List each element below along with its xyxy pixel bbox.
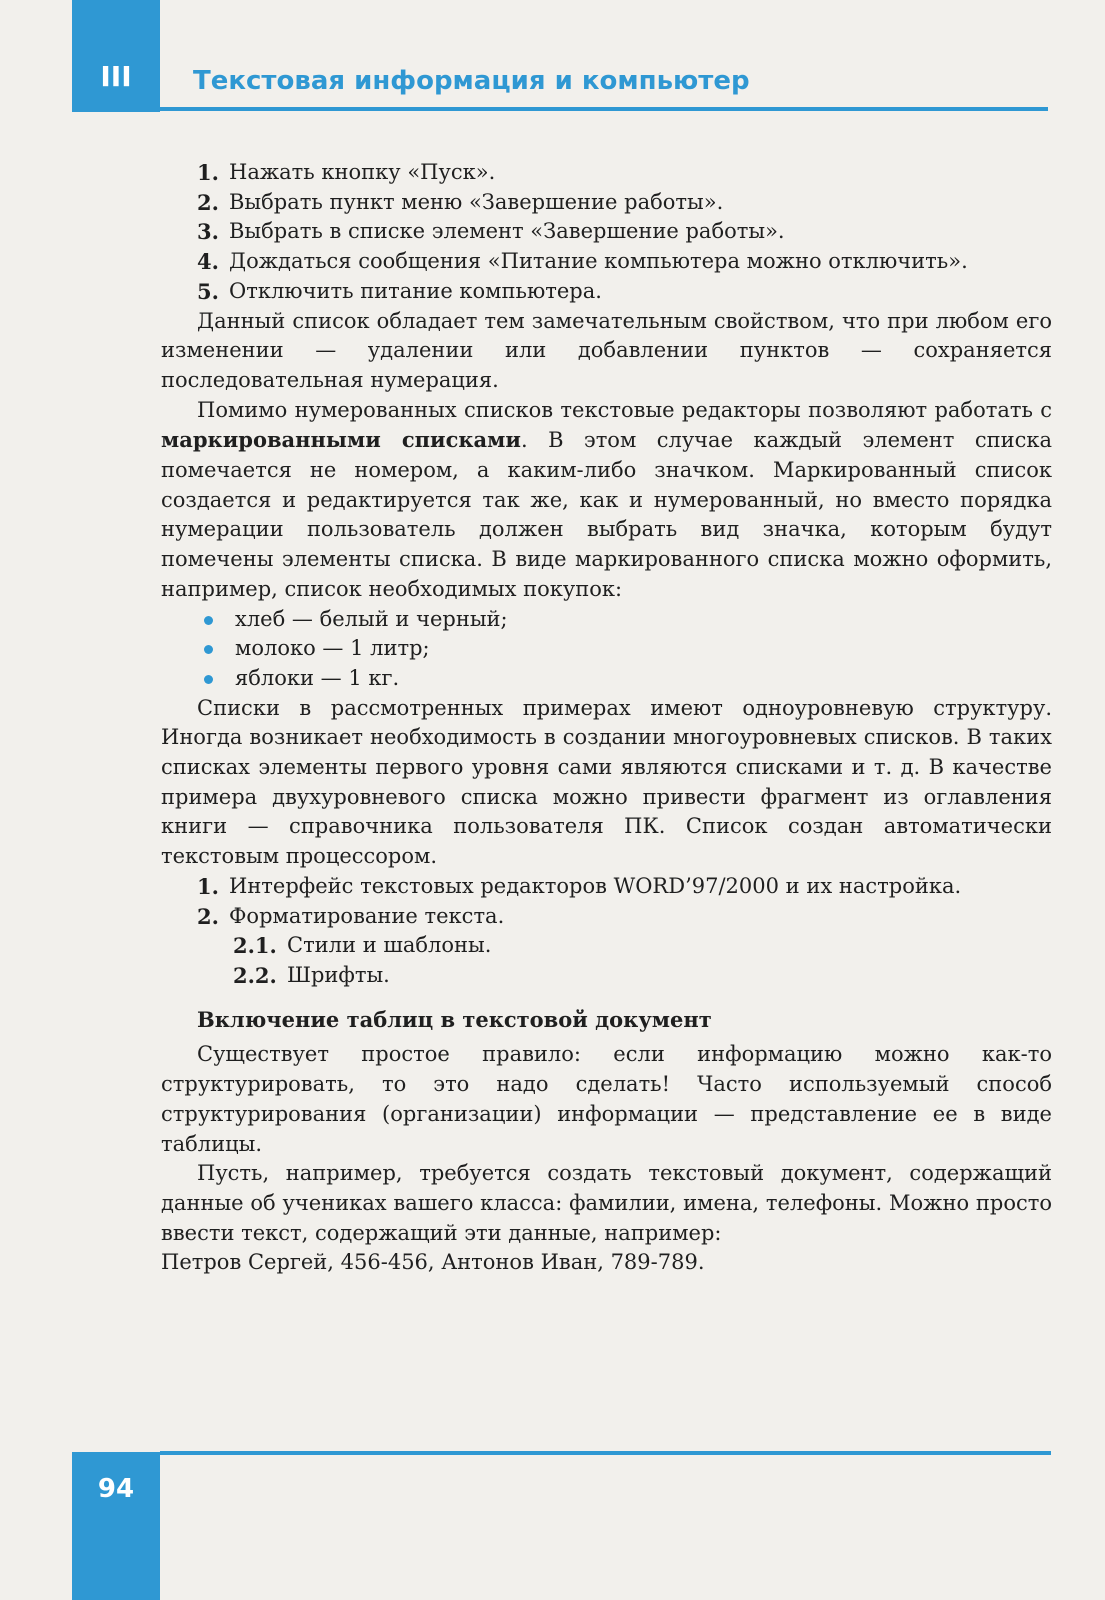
paragraph: Пусть, например, требуется создать текстовый документ, содержащий данные об учениках вашего класса: фамилии, имена, телефоны. Можно просто ввести текст, содержащий эти данные, например: <box>161 1161 1052 1245</box>
toc-list <box>161 872 1052 931</box>
footer-divider <box>160 1451 1051 1455</box>
list-item <box>161 605 1052 635</box>
list-item <box>161 634 1052 664</box>
section-heading: Включение таблиц в текстовой документ <box>197 1006 712 1032</box>
item-text: Выбрать в списке элемент «Завершение работы». <box>229 219 785 244</box>
item-text: Шрифты. <box>287 962 390 987</box>
item-text: Стили и шаблоны. <box>287 933 492 958</box>
list-item <box>161 217 1052 247</box>
item-number: 3. <box>197 219 219 245</box>
list-item <box>161 664 1052 694</box>
list-item <box>161 931 1052 961</box>
page-number: 94 <box>97 1474 135 1504</box>
item-text: Нажать кнопку «Пуск». <box>229 160 496 184</box>
paragraph: Списки в рассмотренных примерах имеют одноуровневую структуру. Иногда возникает необходимость в создании многоуровневых списков. В таких списках элементы первого уровня сами являются списками и т. д. В качестве примера двухуровневого списка можно привести фрагмент из оглавления книги — справочника пользователя ПК. Список создан автоматически текстовым процессором. <box>161 695 1052 869</box>
bullet-icon <box>204 616 213 625</box>
item-text: Дождаться сообщения «Питание компьютера можно отключить». <box>229 249 968 274</box>
item-number: 2.2. <box>233 962 277 988</box>
list-item <box>161 247 1052 277</box>
bold-term: маркированными списками <box>161 427 521 453</box>
page-content <box>161 158 1052 1278</box>
item-number: 1. <box>197 160 219 185</box>
item-number: 5. <box>197 278 219 304</box>
list-item <box>161 902 1052 932</box>
paragraph: Существует простое правило: если информацию можно как-то структурировать, то это надо сделать! Часто используемый способ структурирования (организации) информации — представление ее в виде таблицы. <box>161 1042 1052 1156</box>
list-item <box>161 277 1052 307</box>
header-divider <box>160 107 1048 111</box>
item-number: 1. <box>197 873 219 899</box>
item-text: яблоки — 1 кг. <box>235 665 400 690</box>
bullet-icon <box>204 645 213 654</box>
chapter-number: III <box>100 60 132 93</box>
text-run: . В этом случае каждый элемент списка помечается не номером, а каким-либо значком. Маркированный список создается и редактируется так же, как и нумерованный, но вместо порядка нумерации пользователь должен выбрать вид значка, которым будут помечены элементы списка. В виде маркированного списка можно оформить, например, список необходимых покупок: <box>161 428 1052 601</box>
chapter-tab <box>72 0 160 112</box>
list-item <box>161 158 1052 188</box>
item-text: Отключить питание компьютера. <box>229 278 602 303</box>
chapter-title: Текстовая информация и компьютер <box>193 66 750 96</box>
item-number: 2. <box>197 189 219 215</box>
example-line: Петров Сергей, 456-456, Антонов Иван, 789-789. <box>161 1250 705 1275</box>
list-item <box>161 872 1052 902</box>
item-text: Выбрать пункт меню «Завершение работы». <box>229 189 724 214</box>
toc-sublist <box>161 931 1052 990</box>
item-number: 2. <box>197 903 219 929</box>
item-number: 4. <box>197 249 219 275</box>
shopping-bullet-list <box>161 605 1052 694</box>
item-text: хлеб — белый и черный; <box>235 606 508 631</box>
bullet-icon <box>204 675 213 684</box>
list-item <box>161 188 1052 218</box>
item-text: Форматирование текста. <box>229 903 505 928</box>
shutdown-steps-list <box>161 158 1052 307</box>
item-text: молоко — 1 литр; <box>235 636 430 661</box>
list-item <box>161 961 1052 991</box>
item-text: Интерфейс текстовых редакторов WORD’97/2000 и их настройка. <box>229 873 962 898</box>
paragraph: Данный список обладает тем замечательным свойством, что при любом его изменении — удалении или добавлении пунктов — сохраняется последовательная нумерация. <box>161 308 1052 392</box>
item-number: 2.1. <box>233 933 277 959</box>
text-run: Помимо нумерованных списков текстовые редакторы позволяют работать с <box>197 397 1052 422</box>
paragraph <box>161 396 1052 605</box>
